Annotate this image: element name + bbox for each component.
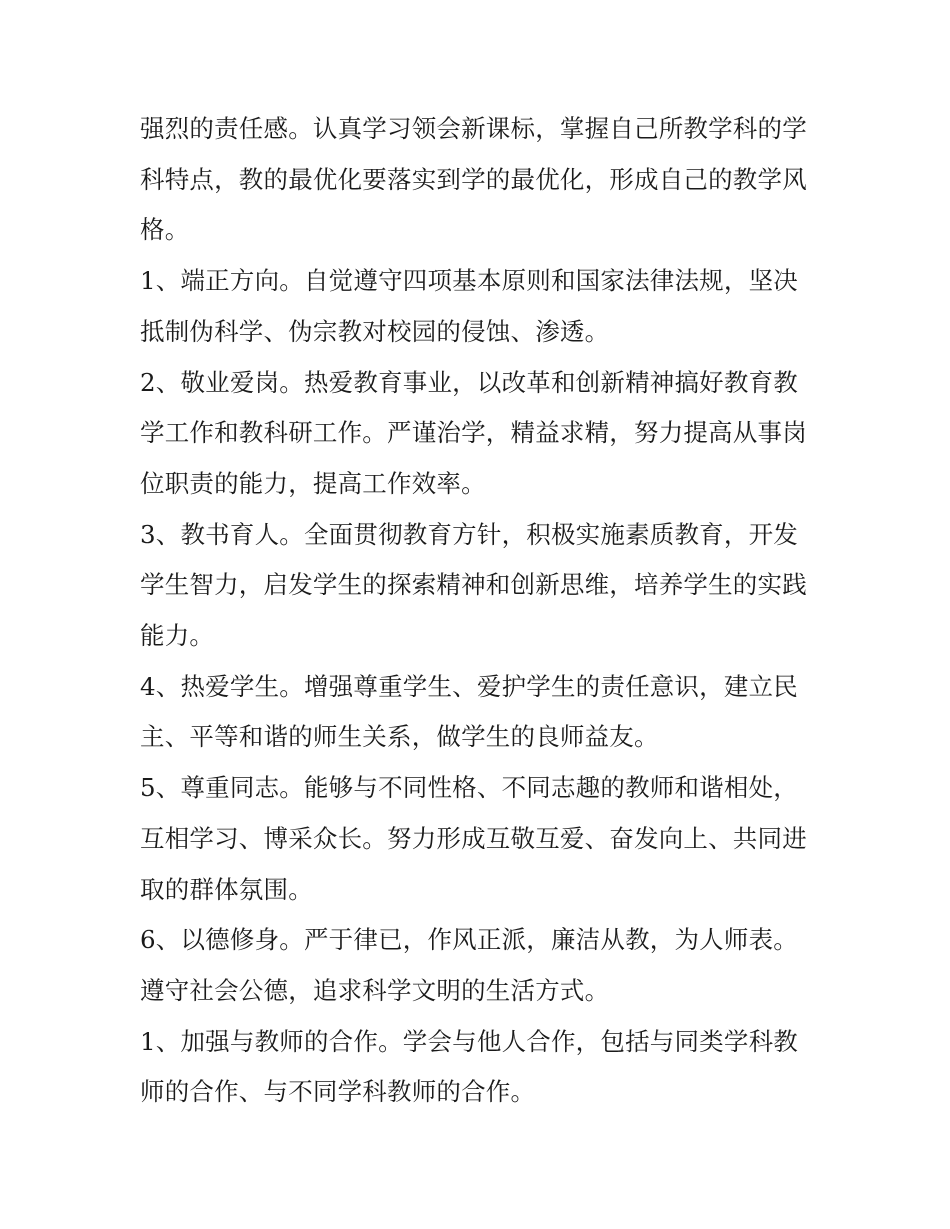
paragraph-item-3: 3、教书育人。全面贯彻教育方针，积极实施素质教育，开发学生智力，启发学生的探索精神和创新思维，培养学生的实践能力。	[140, 519, 807, 651]
paragraph-item-2: 2、敬业爱岗。热爱教育事业，以改革和创新精神搞好教育教学工作和教科研工作。严谨治学，精益求精，努力提高从事岗位职责的能力，提高工作效率。	[140, 367, 807, 498]
paragraph-item-6: 6、以德修身。严于律已，作风正派，廉洁从教，为人师表。遵守社会公德，追求科学文明的生活方式。	[140, 925, 798, 1005]
paragraph-cooperation-1: 1、加强与教师的合作。学会与他人合作，包括与同类学科教师的合作、与不同学科教师的合作。	[140, 1026, 798, 1107]
paragraph-intro: 强烈的责任感。认真学习领会新课标，掌握自己所教学科的学科特点，教的最优化要落实到学的最优化，形成自己的教学风格。	[140, 114, 807, 245]
document-body	[140, 104, 820, 1118]
paragraph-item-4: 4、热爱学生。增强尊重学生、爱护学生的责任意识，建立民主、平等和谐的师生关系，做学生的良师益友。	[140, 671, 798, 752]
paragraph-item-1: 1、端正方向。自觉遵守四项基本原则和国家法律法规，坚决抵制伪科学、伪宗教对校园的侵蚀、渗透。	[140, 266, 798, 346]
paragraph-item-5: 5、尊重同志。能够与不同性格、不同志趣的教师和谐相处，互相学习、博采众长。努力形成互敬互爱、奋发向上、共同进取的群体氛围。	[140, 773, 807, 904]
